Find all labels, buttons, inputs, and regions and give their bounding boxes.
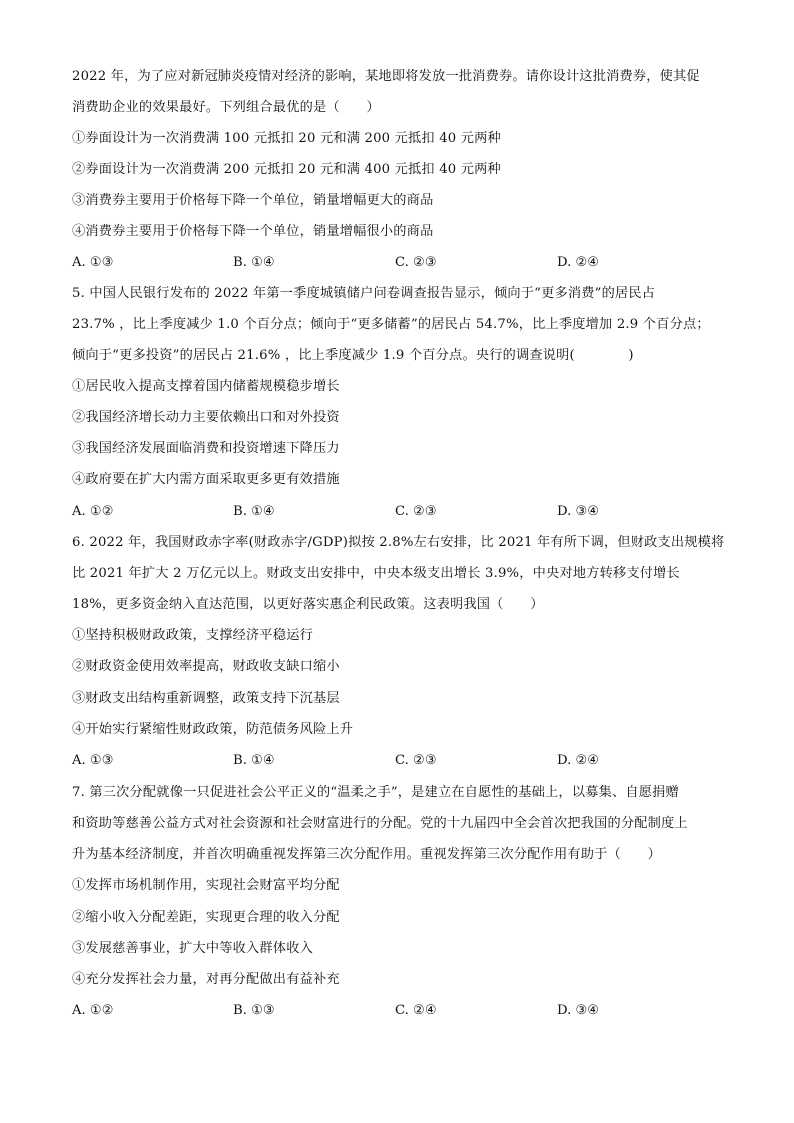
q7-stem-line-1: 7. 第三次分配就像一只促进社会公平正义的“温柔之手”，是建立在自愿性的基础上，以募集、自愿捐赠 xyxy=(72,785,679,800)
q6-options xyxy=(72,751,732,771)
q5-option-a: A. ①② xyxy=(72,504,114,519)
q6-stem-line-1: 6. 2022 年，我国财政赤字率(财政赤字/GDP)拟按 2.8%左右安排，比 2021 年有所下调，但财政支出规模将 xyxy=(72,535,725,550)
q7-item-4: ④充分发挥社会力量，对再分配做出有益补充 xyxy=(72,972,340,987)
q5-option-c: C. ②③ xyxy=(395,504,437,519)
q5-item-3: ③我国经济发展面临消费和投资增速下降压力 xyxy=(72,441,340,456)
q7-item-2: ②缩小收入分配差距，实现更合理的收入分配 xyxy=(72,910,340,925)
q5-option-d: D. ③④ xyxy=(557,504,600,519)
q7-option-a: A. ①② xyxy=(72,1003,114,1018)
q4-stem-line-1: 2022 年，为了应对新冠肺炎疫情对经济的影响，某地即将发放一批消费券。请你设计这批消费券，使其促 xyxy=(72,69,700,84)
q6-stem-line-3: 18%，更多资金纳入直达范围，以更好落实惠企利民政策。这表明我国（ ） xyxy=(72,597,544,612)
q4-option-b: B. ①④ xyxy=(233,255,275,270)
q6-option-c: C. ②③ xyxy=(395,753,437,768)
q7-option-c: C. ②④ xyxy=(395,1003,437,1018)
q6-item-3: ③财政支出结构重新调整，政策支持下沉基层 xyxy=(72,691,340,706)
q5-item-1: ①居民收入提高支撑着国内储蓄规模稳步增长 xyxy=(72,379,340,394)
q6-option-b: B. ①④ xyxy=(233,753,275,768)
q7-stem-line-2: 和资助等慈善公益方式对社会资源和社会财富进行的分配。党的十九届四中全会首次把我国的分配制度上 xyxy=(72,816,688,831)
q5-item-4: ④政府要在扩大内需方面采取更多更有效措施 xyxy=(72,472,340,487)
q4-option-a: A. ①③ xyxy=(72,255,114,270)
q6-item-1: ①坚持积极财政政策，支撑经济平稳运行 xyxy=(72,628,313,643)
q6-item-4: ④开始实行紧缩性财政政策，防范债务风险上升 xyxy=(72,722,354,737)
q5-item-2: ②我国经济增长动力主要依赖出口和对外投资 xyxy=(72,410,340,425)
q4-item-3: ③消费券主要用于价格每下降一个单位，销量增幅更大的商品 xyxy=(72,193,434,208)
q7-option-d: D. ③④ xyxy=(557,1003,600,1018)
q7-options xyxy=(72,1001,732,1021)
q4-stem-line-2: 消费助企业的效果最好。下列组合最优的是（ ） xyxy=(72,100,380,115)
q5-stem-line-1: 5. 中国人民银行发布的 2022 年第一季度城镇储户问卷调查报告显示，倾向于“更多消费”的居民占 xyxy=(72,286,656,301)
q4-options xyxy=(72,253,732,273)
q4-item-1: ①券面设计为一次消费满 100 元抵扣 20 元和满 200 元抵扣 40 元两种 xyxy=(72,131,501,146)
q6-option-d: D. ②④ xyxy=(557,753,600,768)
q6-stem-line-2: 比 2021 年扩大 2 万亿元以上。财政支出安排中，中央本级支出增长 3.9%，中央对地方转移支付增长 xyxy=(72,566,680,581)
q6-item-2: ②财政资金使用效率提高，财政收支缺口缩小 xyxy=(72,659,340,674)
q5-stem-line-2: 23.7% ，比上季度减少 1.0 个百分点；倾向于“更多储蓄”的居民占 54.7%，比上季度增加 2.9 个百分点； xyxy=(72,317,710,332)
q6-option-a: A. ①③ xyxy=(72,753,114,768)
q5-options xyxy=(72,502,732,522)
q7-item-1: ①发挥市场机制作用，实现社会财富平均分配 xyxy=(72,878,340,893)
q5-option-b: B. ①④ xyxy=(233,504,275,519)
q7-item-3: ③发展慈善事业，扩大中等收入群体收入 xyxy=(72,941,313,956)
q4-option-c: C. ②③ xyxy=(395,255,437,270)
q4-option-d: D. ②④ xyxy=(557,255,600,270)
q7-option-b: B. ①③ xyxy=(233,1003,275,1018)
q7-stem-line-3: 升为基本经济制度，并首次明确重视发挥第三次分配作用。重视发挥第三次分配作用有助于（ ） xyxy=(72,847,662,862)
q4-item-4: ④消费券主要用于价格每下降一个单位，销量增幅很小的商品 xyxy=(72,224,434,239)
q5-stem-line-3: 倾向于“更多投资”的居民占 21.6% ，比上季度减少 1.9 个百分点。央行的调查说明( ) xyxy=(72,348,634,363)
q4-item-2: ②券面设计为一次消费满 200 元抵扣 20 元和满 400 元抵扣 40 元两种 xyxy=(72,162,501,177)
